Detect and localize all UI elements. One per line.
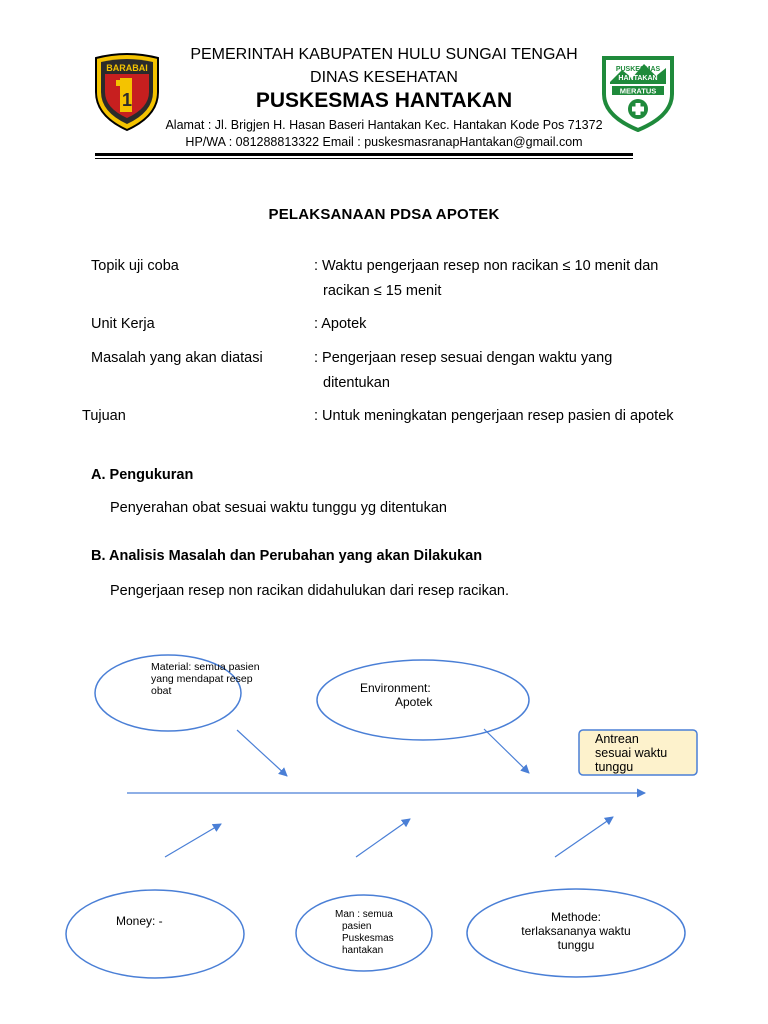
field-label-masalah: Masalah yang akan diatasi [91, 350, 263, 366]
bone-money-arrow [165, 824, 221, 857]
field-label-tujuan: Tujuan [82, 408, 126, 424]
bone-man-arrow [356, 819, 410, 857]
header-rule-thick [95, 153, 633, 156]
effect-line2: sesuai waktu [595, 746, 668, 760]
cause-man-line2: pasien [342, 921, 372, 932]
header-contact: HP/WA : 081288813322 Email : puskesmasranapHantakan@gmail.com [185, 135, 583, 149]
shield-caption-1: PUSKESMAS [615, 66, 661, 73]
cause-money-line1: Money: - [116, 914, 163, 928]
field-value-masalah: : Pengerjaan resep sesuai dengan waktu yang [314, 350, 613, 366]
cause-material-line2: yang mendapat resep [151, 673, 253, 685]
effect-line3: tunggu [595, 760, 634, 774]
section-heading-pengukuran: A. Pengukuran [91, 467, 194, 483]
document-title: PELAKSANAAN PDSA APOTEK [268, 206, 500, 223]
section-heading-analisis: B. Analisis Masalah dan Perubahan yang akan Dilakukan [91, 548, 483, 564]
cause-man-line1: Man : semua [335, 909, 393, 920]
header-government: PEMERINTAH KABUPATEN HULU SUNGAI TENGAH [190, 46, 578, 63]
cause-money-ellipse [66, 890, 244, 978]
cause-environment-line1: Environment: [360, 681, 431, 695]
shield-caption-3: MERATUS [619, 86, 657, 96]
bone-material-arrow [237, 730, 287, 776]
header-department: DINAS KESEHATAN [310, 69, 458, 86]
cause-man-line4: hantakan [342, 945, 384, 956]
cause-material-line1: Material: semua pasien [151, 661, 260, 673]
field-value-topik: : Waktu pengerjaan resep non racikan ≤ 10 menit dan [314, 258, 659, 274]
field-value-unit: : Apotek [314, 316, 367, 332]
field-value-masalah-cont: ditentukan [323, 375, 390, 391]
fishbone-diagram [0, 630, 768, 1024]
cause-environment-line2: Apotek [395, 695, 433, 709]
field-label-topik: Topik uji coba [91, 258, 179, 274]
field-value-tujuan: : Untuk meningkatan pengerjaan resep pasien di apotek [314, 408, 674, 424]
shield-caption-2: HANTAKAN [618, 75, 658, 82]
cause-man-line3: Puskesmas [342, 933, 394, 944]
header-rule-thin [95, 158, 633, 159]
header-institution: PUSKESMAS HANTAKAN [255, 89, 513, 112]
bone-methode-arrow [555, 817, 613, 857]
header-address: Alamat : Jl. Brigjen H. Hasan Baseri Hantakan Kec. Hantakan Kode Pos 71372 [165, 118, 603, 132]
effect-line1: Antrean [595, 732, 639, 746]
cause-methode-line1: Methode: [550, 910, 602, 924]
cause-methode-line2: terlaksananya waktu [521, 924, 631, 938]
section-body-pengukuran: Penyerahan obat sesuai waktu tunggu yg ditentukan [110, 500, 447, 516]
field-value-topik-cont: racikan ≤ 15 menit [323, 283, 442, 299]
bone-environment-arrow [484, 729, 529, 773]
field-label-unit: Unit Kerja [91, 316, 155, 332]
cause-methode-line3: tunggu [557, 938, 595, 952]
crest-caption: BARABAI [106, 63, 148, 73]
cause-material-line3: obat [151, 685, 172, 697]
section-body-analisis: Pengerjaan resep non racikan didahulukan dari resep racikan. [110, 583, 510, 599]
crest-numeral: 1 [121, 90, 133, 110]
